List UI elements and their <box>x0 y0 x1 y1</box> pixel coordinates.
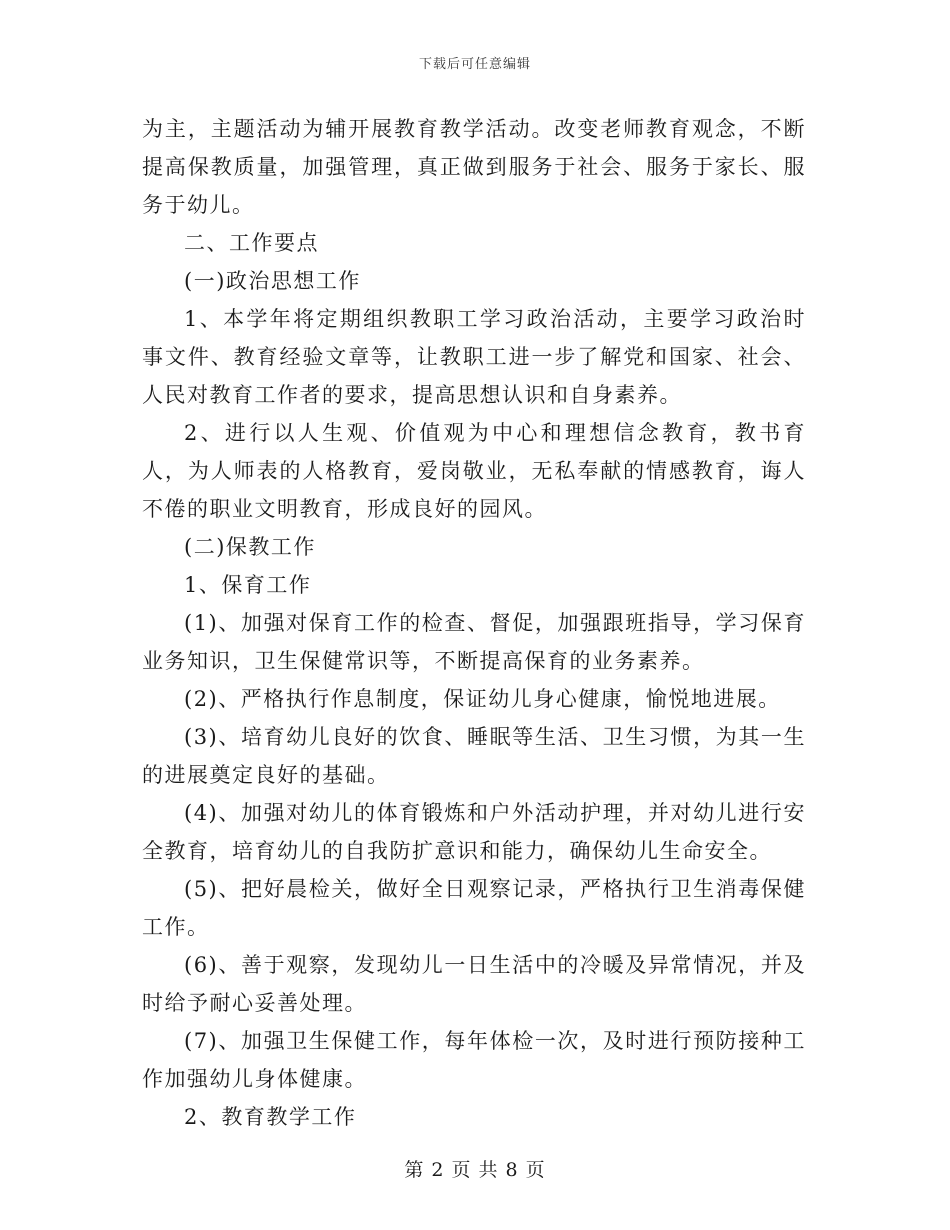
paragraph: 1、本学年将定期组织教职工学习政治活动，主要学习政治时事文件、教育经验文章等，让教职工进一步了解党和国家、社会、人民对教育工作者的要求，提高思想认识和自身素养。 <box>142 307 806 407</box>
list-item: (6)、善于观察，发现幼儿一日生活中的冷暖及异常情况，并及时给予耐心妥善处理。 <box>142 953 806 1015</box>
list-heading: 2、教育教学工作 <box>184 1105 357 1129</box>
paragraph: 2、进行以人生观、价值观为中心和理想信念教育，教书育人，为人师表的人格教育，爱岗敬业，无私奉献的情感教育，诲人不倦的职业文明教育，形成良好的园风。 <box>142 421 806 521</box>
list-item: (7)、加强卫生保健工作，每年体检一次，及时进行预防接种工作加强幼儿身体健康。 <box>142 1029 806 1091</box>
subsection-heading: (一)政治思想工作 <box>184 269 361 293</box>
document-body <box>142 110 806 1136</box>
page-number: 第 2 页 共 8 页 <box>404 1159 546 1181</box>
list-item: (3)、培育幼儿良好的饮食、睡眠等生活、卫生习惯，为其一生的进展奠定良好的基础。 <box>142 725 806 787</box>
list-item: (4)、加强对幼儿的体育锻炼和户外活动护理，并对幼儿进行安全教育，培育幼儿的自我防扩意识和能力，确保幼儿生命安全。 <box>142 801 806 863</box>
list-item: (1)、加强对保育工作的检查、督促，加强跟班指导，学习保育业务知识，卫生保健常识等，不断提高保育的业务素养。 <box>142 611 806 673</box>
list-item: (2)、严格执行作息制度，保证幼儿身心健康，愉悦地进展。 <box>184 687 781 711</box>
subsection-heading: (二)保教工作 <box>184 535 316 559</box>
list-heading: 1、保育工作 <box>184 573 312 597</box>
section-heading: 二、工作要点 <box>184 231 319 255</box>
list-item: (5)、把好晨检关，做好全日观察记录，严格执行卫生消毒保健工作。 <box>142 877 806 939</box>
page-header: 下载后可任意编辑 <box>418 57 531 72</box>
paragraph: 为主，主题活动为辅开展教育教学活动。改变老师教育观念，不断提高保教质量，加强管理，真正做到服务于社会、服务于家长、服务于幼儿。 <box>142 117 806 217</box>
